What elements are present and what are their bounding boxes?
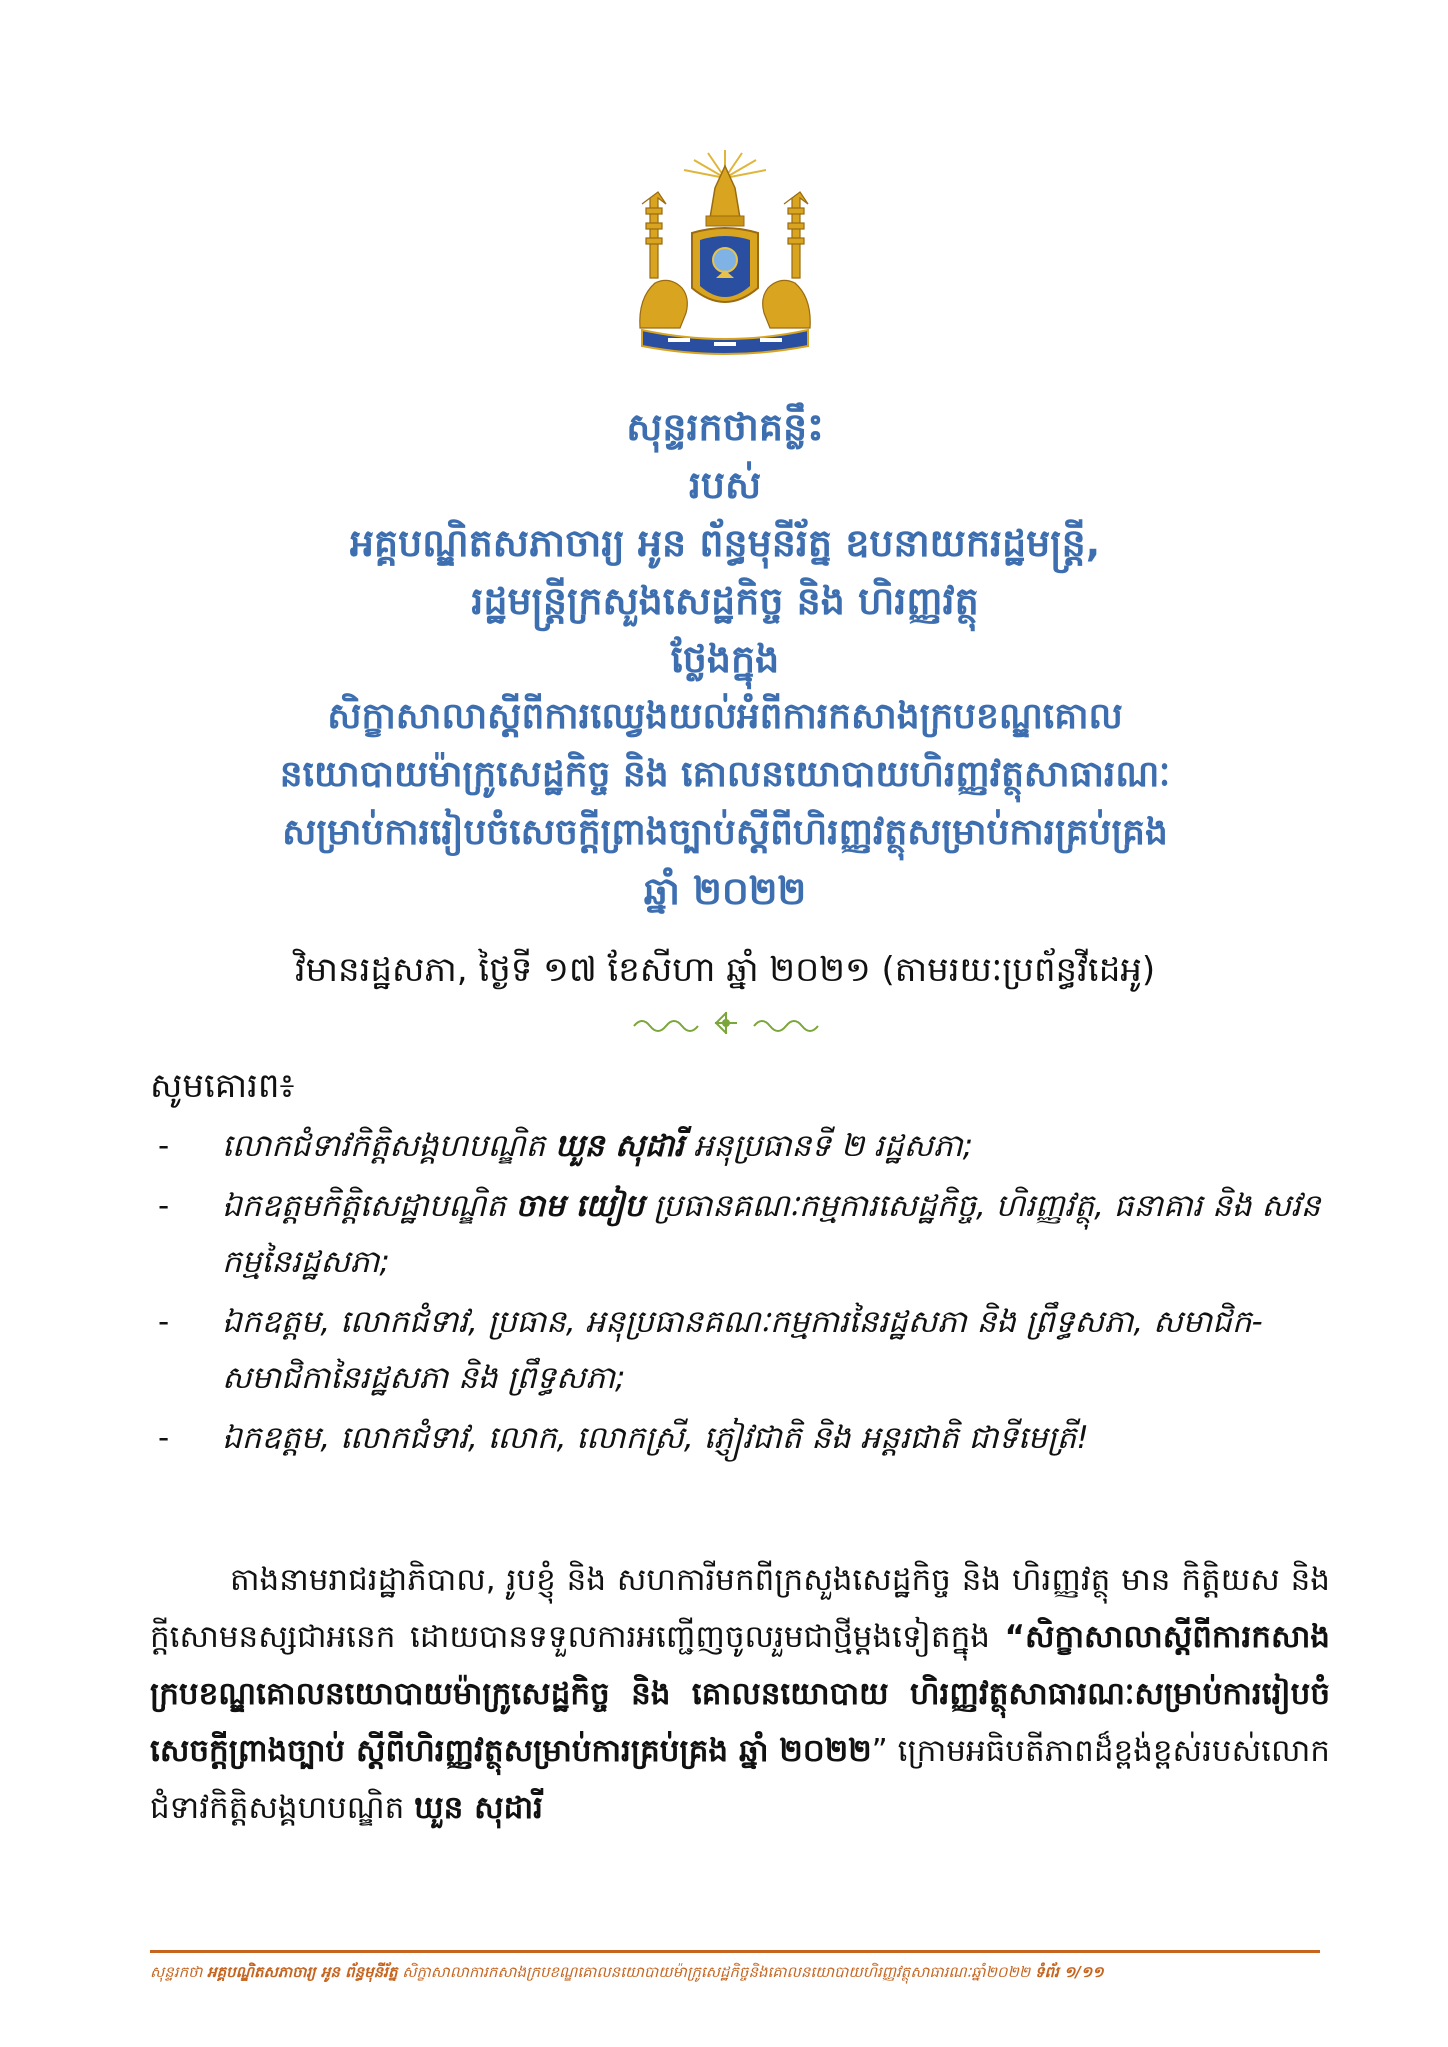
title-line-workshop-2: នយោបាយម៉ាក្រូសេដ្ឋកិច្ច និង គោលនយោបាយហិរញ្ញវត្ថុសាធារណៈ: [279, 754, 1171, 795]
footer-divider: [150, 1950, 1320, 1953]
title-line-year: ឆ្នាំ ២០២២: [643, 869, 807, 913]
salutation-item: - លោកជំទាវកិត្តិសង្គហបណ្ឌិត ឃួន សុដារី អនុប្រធានទី ២ រដ្ឋសភា;: [158, 1128, 974, 1164]
honoree-name: ចាម យៀប: [515, 1188, 644, 1224]
title-line-workshop-3: សម្រាប់ការរៀបចំសេចក្តីព្រាងច្បាប់ស្តីពីហិរញ្ញវត្ថុសម្រាប់ការគ្រប់គ្រង: [282, 812, 1168, 853]
title-line-keynote: សុន្ទរកថាគន្លឹះ: [626, 405, 824, 449]
place-and-date: វិមានរដ្ឋសភា, ថ្ងៃទី ១៧ ខែសីហា ឆ្នាំ ២០២១ (តាមរយៈប្រព័ន្ធវីដេអូ): [294, 950, 1156, 990]
title-line-of: របស់: [688, 463, 762, 507]
honoree-name: ឃួន សុដារី: [555, 1128, 684, 1164]
ornament-divider: [626, 1010, 826, 1036]
workshop-year: ឆ្នាំ ២០២២: [738, 1733, 872, 1769]
title-line-speaker: អគ្គបណ្ឌិតសភាចារ្យ អូន ព័ន្ធមុនីរ័ត្ន ឧបនាយករដ្ឋមន្ត្រី,: [349, 521, 1101, 565]
salutation-item: - ឯកឧត្តម, លោកជំទាវ, លោក, លោកស្រី, ភ្ញៀវជាតិ និង អន្តរជាតិ ជាទីមេត្រី!: [158, 1420, 1089, 1456]
salutation-list: [150, 1118, 1330, 1470]
opening-paragraph: តាងនាមរាជរដ្ឋាភិបាល, រូបខ្ញុំ និង សហការីមកពីក្រសួងសេដ្ឋកិច្ច និង ហិរញ្ញវត្ថុ មាន កិត្តិយស និង ក្តីសោមនស្សជាអនេក ដោយបានទទួលការអញ្ជើញចូលរួមជាថ្មីម្តងទៀតក្នុង “សិក្ខាសាលាស្តីពីការកសាងក្របខណ្ឌគោលនយោបាយម៉ាក្រូសេដ្ឋកិច្ច និង គោលនយោបាយ ហិរញ្ញវត្ថុសាធារណៈសម្រាប់ការរៀបចំសេចក្តីព្រាងច្បាប់ ស្តីពីហិរញ្ញវត្ថុសម្រាប់ការគ្រប់គ្រង ឆ្នាំ ២០២២” ក្រោមអធិបតីភាពដ៏ខ្ពង់ខ្ពស់របស់លោកជំទាវកិត្តិសង្គហបណ្ឌិត ឃួន សុដារី: [150, 1562, 1330, 1826]
workshop-quote: “សិក្ខាសាលាស្តីពីការកសាងក្របខណ្ឌគោលនយោបាយម៉ាក្រូសេដ្ឋកិច្ច និង គោលនយោបាយ ហិរញ្ញវត្ថុសាធារណៈសម្រាប់ការរៀបចំសេចក្តីព្រាងច្បាប់ ស្តីពីហិរញ្ញវត្ថុសម្រាប់ការគ្រប់គ្រង: [150, 1619, 1330, 1769]
page-number: ទំព័រ ១/១១: [1035, 1963, 1104, 1981]
salutation-item: - ឯកឧត្តម, លោកជំទាវ, ប្រធាន, អនុប្រធានគណៈកម្មការនៃរដ្ឋសភា និង ព្រឹទ្ធសភា, សមាជិក-សមាជិកានៃរដ្ឋសភា និង ព្រឹទ្ធសភា;: [158, 1304, 1263, 1396]
title-line-ministry: រដ្ឋមន្ត្រីក្រសួងសេដ្ឋកិច្ច និង ហិរញ្ញវត្ថុ: [471, 579, 979, 623]
royal-arms-emblem: [620, 148, 830, 358]
presiding-name: ឃួន សុដារី: [414, 1790, 544, 1826]
salutation-heading: សូមគោរព៖: [150, 1066, 295, 1106]
title-line-delivered-at: ថ្លែងក្នុង: [670, 637, 780, 681]
salutation-item: - ឯកឧត្តមកិត្តិសេដ្ឋាបណ្ឌិត ចាម យៀប ប្រធានគណៈកម្មការសេដ្ឋកិច្ច, ហិរញ្ញវត្ថុ, ធនាគារ និង សវនកម្មនៃរដ្ឋសភា;: [158, 1188, 1321, 1280]
page-footer: សុន្ទរកថា អគ្គបណ្ឌិតសភាចារ្យ អូន ព័ន្ធមុនីរ័ត្ន សិក្ខាសាលាការកសាងក្របខណ្ឌគោលនយោបាយម៉ាក្រូសេដ្ឋកិច្ចនិងគោលនយោបាយហិរញ្ញវត្ថុសាធារណៈឆ្នាំ២០២២ ទំព័រ ១/១១: [150, 1963, 1104, 1981]
speech-title-block: [140, 398, 1310, 920]
title-line-workshop-1: សិក្ខាសាលាស្តីពីការឈ្វេងយល់អំពីការកសាងក្របខណ្ឌគោល: [327, 696, 1123, 737]
